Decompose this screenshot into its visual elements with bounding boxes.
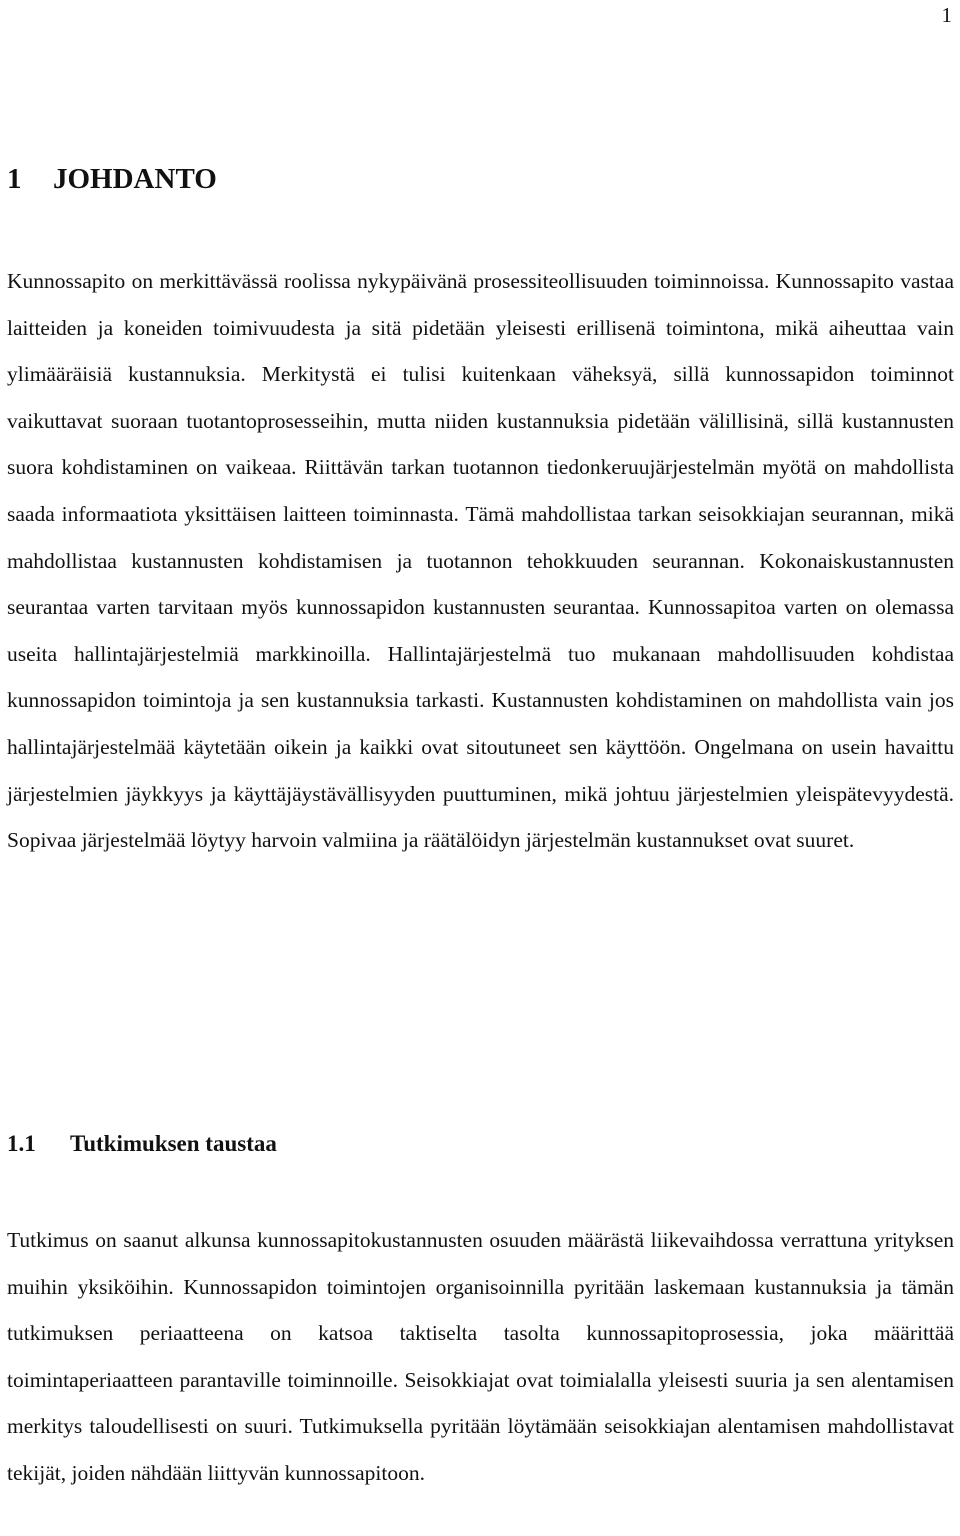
chapter-title: JOHDANTO bbox=[53, 163, 217, 195]
body-paragraph-intro: Kunnossapito on merkittävässä roolissa nykypäivänä prosessiteollisuuden toiminnoissa. Kunnossapito vastaa laitteiden ja koneiden toimivuudesta ja sitä pidetään yleisesti erillisenä toimintona, mikä aiheuttaa vain ylimääräisiä kustannuksia. Merkitystä ei tulisi kuitenkaan väheksyä, sillä kunnossapidon toiminnot vaikuttavat suoraan tuotantoprosesseihin, mutta niiden kustannuksia pidetään välillisinä, sillä kustannusten suora kohdistaminen on vaikeaa. Riittävän tarkan tuotannon tiedonkeruujärjestelmän myötä on mahdollista saada informaatiota yksittäisen laitteen toiminnasta. Tämä mahdollistaa tarkan seisokkiajan seurannan, mikä mahdollistaa kustannusten kohdistamisen ja tuotannon tehokkuuden seurannan. Kokonaiskustannusten seurantaa varten tarvitaan myös kunnossapidon kustannusten seurantaa. Kunnossapitoa varten on olemassa useita hallintajärjestelmiä markkinoilla. Hallintajärjestelmä tuo mukanaan mahdollisuuden kohdistaa kunnossapidon toimintoja ja sen kustannuksia tarkasti. Kustannusten kohdistaminen on mahdollista vain jos hallintajärjestelmää käytetään oikein ja kaikki ovat sitoutuneet sen käyttöön. Ongelmana on usein havaittu järjestelmien jäykkyys ja käyttäjäystävällisyyden puuttuminen, mikä johtuu järjestelmien yleispätevyydestä. Sopivaa järjestelmää löytyy harvoin valmiina ja räätälöidyn järjestelmän kustannukset ovat suuret. bbox=[7, 269, 954, 853]
page-number: 1 bbox=[941, 3, 952, 27]
body-paragraph-background: Tutkimus on saanut alkunsa kunnossapitokustannusten osuuden määrästä liikevaihdossa verrattuna yrityksen muihin yksiköihin. Kunnossapidon toimintojen organisoinnilla pyritään laskemaan kustannuksia ja tämän tutkimuksen periaatteena on katsoa taktiselta tasolta kunnossapitoprosessia, joka määrittää toimintaperiaatteen parantaville toiminnoille. Seisokkiajat ovat toimialalla yleisesti suuria ja sen alentamisen merkitys taloudellisesti on suuri. Tutkimuksella pyritään löytämään seisokkiajan alentamisen mahdollistavat tekijät, joiden nähdään liittyvän kunnossapitoon. bbox=[7, 1228, 954, 1485]
section-heading bbox=[7, 1128, 277, 1160]
chapter-heading bbox=[7, 160, 217, 198]
section-title: Tutkimuksen taustaa bbox=[70, 1131, 277, 1156]
chapter-number: 1 bbox=[7, 163, 22, 195]
section-number: 1.1 bbox=[7, 1131, 36, 1156]
